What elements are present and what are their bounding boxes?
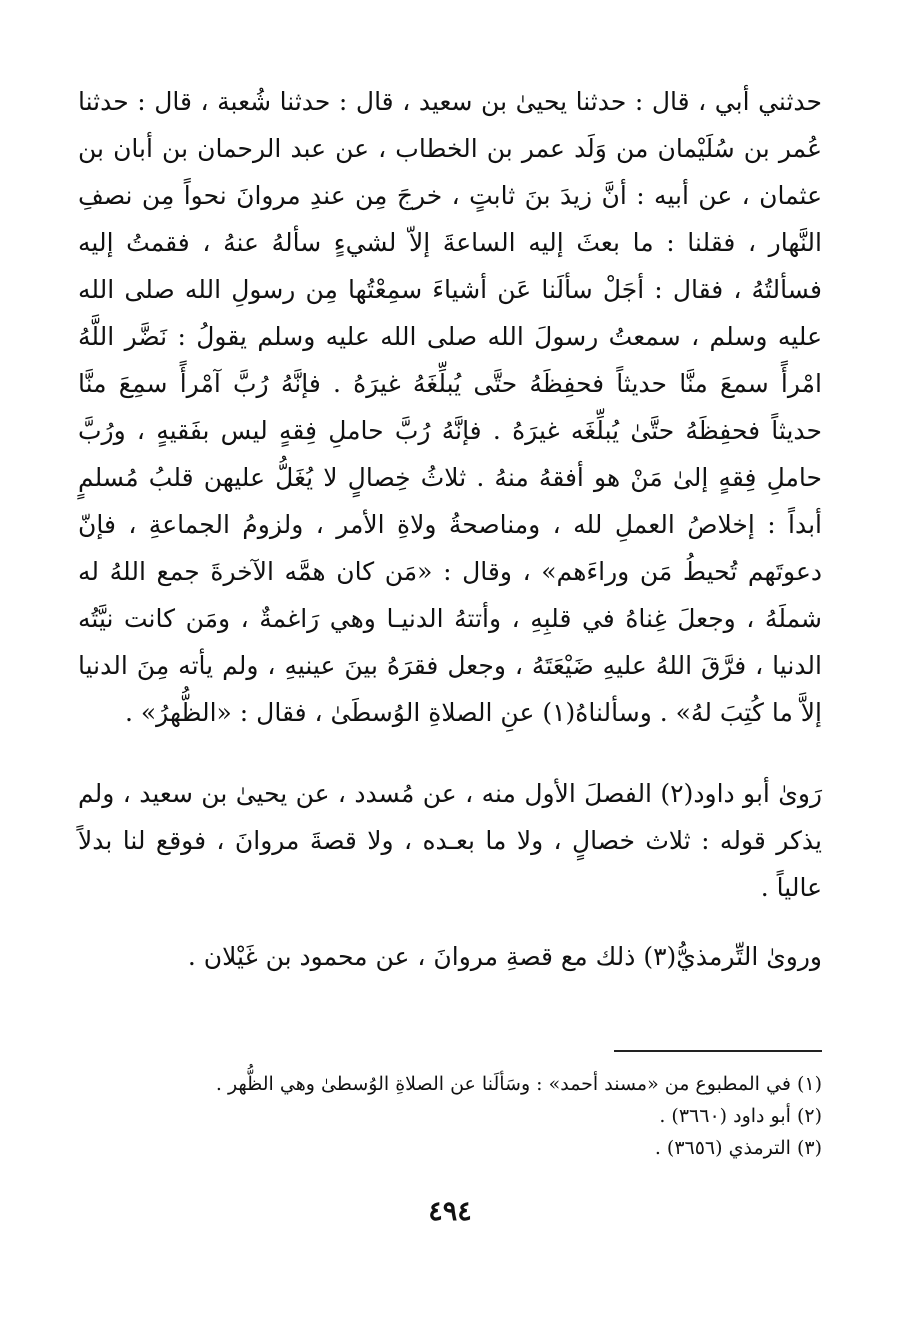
paragraph-abu-dawud: رَوىٰ أبو داود(٢) الفصلَ الأول منه ، عن مُسدد ، عن يحيىٰ بن سعيد ، ولم يذكر قوله : ثلاث خصالٍ ، ولا ما بعـده ، ولا قصةَ مروانَ ، فوقع لنا بدلاً عالياً . [78,779,822,902]
footnote-3: (٣) الترمذي (٣٦٥٦) . [654,1137,822,1159]
footnote-2: (٢) أبو داود (٣٦٦٠) . [659,1105,822,1127]
book-page [78,78,822,1258]
footnotes-list [78,1068,822,1164]
footnote-divider [614,1050,822,1052]
paragraph-tirmidhi: وروىٰ التِّرمذيُّ(٣) ذلك مع قصةِ مروانَ ، عن محمود بن غَيْلان . [187,942,822,971]
paragraph-hadith: حدثني أبي ، قال : حدثنا يحيىٰ بن سعيد ، قال : حدثنا شُعبة ، قال : حدثنا عُمر بن سُلَيْمان من وَلَد عمر بن الخطاب ، عن عبد الرحمان بن أبان بن عثمان ، عن أبيه : أنَّ زيدَ بنَ ثابتٍ ، خرجَ مِن عندِ مروانَ نحواً مِن نصفِ النَّهار ، فقلنا : ما بعثَ إليه الساعةَ إلاّ لشيءٍ سألهُ عنهُ ، فقمتُ إليه فسألتُهُ ، فقال : أجَلْ سألَنا عَن أشياءَ سمِعْتُها مِن رسولِ الله صلى الله عليه وسلم ، سمعتُ رسولَ الله صلى الله عليه وسلم يقولُ : نَضَّر اللَّهُ امْرأً سمعَ منَّا حديثاً فحفِظَهُ حتَّى يُبلِّغَهُ غيرَهُ . فإنَّهُ رُبَّ آمْرأً سمِعَ منَّا حديثاً فحفِظَهُ حتَّىٰ يُبلِّغَه غيرَهُ . فإنَّهُ رُبَّ حاملِ فِقهٍ ليس بفَقيهٍ ، ورُبَّ حاملِ فِقهٍ إلىٰ مَنْ هو أفقهُ منهُ . ثلاثُ خِصالٍ لا يُغَلُّ عليهن قلبُ مُسلمٍ أبداً : إخلاصُ العملِ لله ، ومناصحةُ ولاةِ الأمر ، ولزومُ الجماعةِ ، فإنّ دعوتَهم تُحيطُ مَن وراءَهم» ، وقال : «مَن كان همَّه الآخرةَ جمع اللهُ له شملَهُ ، وجعلَ غِناهُ في قلبِهِ ، وأتتهُ الدنيـا وهي رَاغمةٌ ، ومَن كانت نيَّتُه الدنيا ، فرَّقَ اللهُ عليهِ ضَيْعَتَهُ ، وجعل فقرَهُ بينَ عينيهِ ، ولم يأته مِنَ الدنيا إلاَّ ما كُتِبَ لهُ» . وسألناهُ(١) عنِ الصلاةِ الوُسطَىٰ ، فقال : «الظُّهرُ» . [78,87,823,727]
footnote-1: (١) في المطبوع من «مسند أحمد» : وسَألَنا عن الصلاةِ الوُسطىٰ وهي الظُّهر . [215,1073,822,1095]
main-text [78,78,822,980]
page-number: ٤٩٤ [428,1196,472,1227]
